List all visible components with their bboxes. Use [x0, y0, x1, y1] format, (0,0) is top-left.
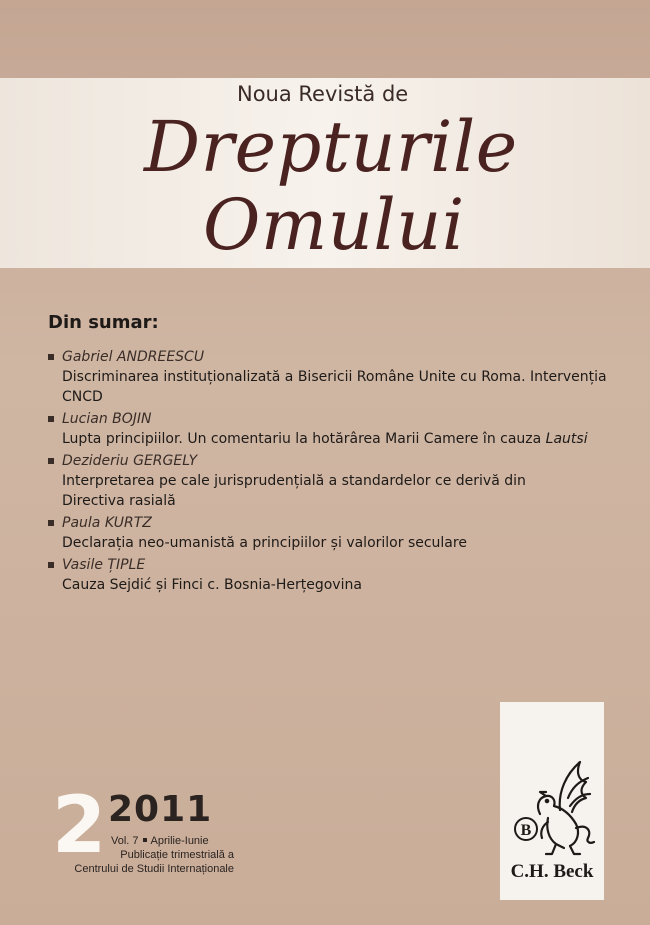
- article-author: Lucian BOJIN: [62, 411, 152, 427]
- bullet-icon: [48, 520, 54, 526]
- case-name: Lautsi: [545, 431, 588, 447]
- issue-volume: Vol. 7: [111, 835, 139, 847]
- article-title: Lupta principiilor. Un comentariu la hotărârea Marii Camere în cauza Lautsi: [62, 431, 588, 447]
- article-title: Declarația neo-umanistă a principiilor și valorilor seculare: [62, 535, 467, 551]
- article-title: Discriminarea instituționalizată a Bisericii Române Unite cu Roma. Intervenția CNCD: [62, 369, 607, 405]
- article-author: Dezideriu GERGELY: [62, 453, 198, 469]
- list-item: [48, 451, 618, 511]
- bullet-icon: [48, 562, 54, 568]
- separator-icon: [143, 838, 147, 842]
- article-title: Cauza Sejdić și Finci c. Bosnia-Herțegovina: [62, 577, 362, 593]
- article-author: Gabriel ANDREESCU: [62, 349, 205, 365]
- issue-volume-line: [111, 834, 209, 848]
- bullet-icon: [48, 354, 54, 360]
- publisher-name: C.H. Beck: [510, 861, 594, 882]
- issue-year: 2011: [108, 789, 213, 830]
- publication-line-2: Centrului de Studii Internaționale: [74, 863, 234, 875]
- journal-pretitle: Noua Revistă de: [237, 82, 409, 106]
- publication-line-1: Publicație trimestrială a: [120, 849, 234, 861]
- list-item: [48, 555, 618, 595]
- publisher-logo: [500, 702, 604, 900]
- bullet-icon: [48, 416, 54, 422]
- article-title: Interpretarea pe cale jurisprudențială a standardelor ce derivă din Directiva rasială: [62, 473, 526, 509]
- article-list: [48, 347, 618, 597]
- list-item: [48, 513, 618, 553]
- monogram-letter: B: [520, 822, 532, 839]
- list-item: [48, 347, 618, 407]
- article-author: Paula KURTZ: [62, 515, 152, 531]
- issue-period: Aprilie-Iunie: [150, 835, 209, 847]
- journal-title-line-2: Omului: [203, 184, 465, 266]
- publication-note: [64, 848, 234, 876]
- article-author: Vasile ȚIPLE: [62, 557, 146, 573]
- griffin-icon: [500, 702, 604, 862]
- journal-title-line-1: Drepturile: [144, 106, 518, 188]
- issue-number: 2: [52, 781, 107, 871]
- summary-heading: Din sumar:: [48, 312, 159, 333]
- bullet-icon: [48, 458, 54, 464]
- list-item: [48, 409, 618, 449]
